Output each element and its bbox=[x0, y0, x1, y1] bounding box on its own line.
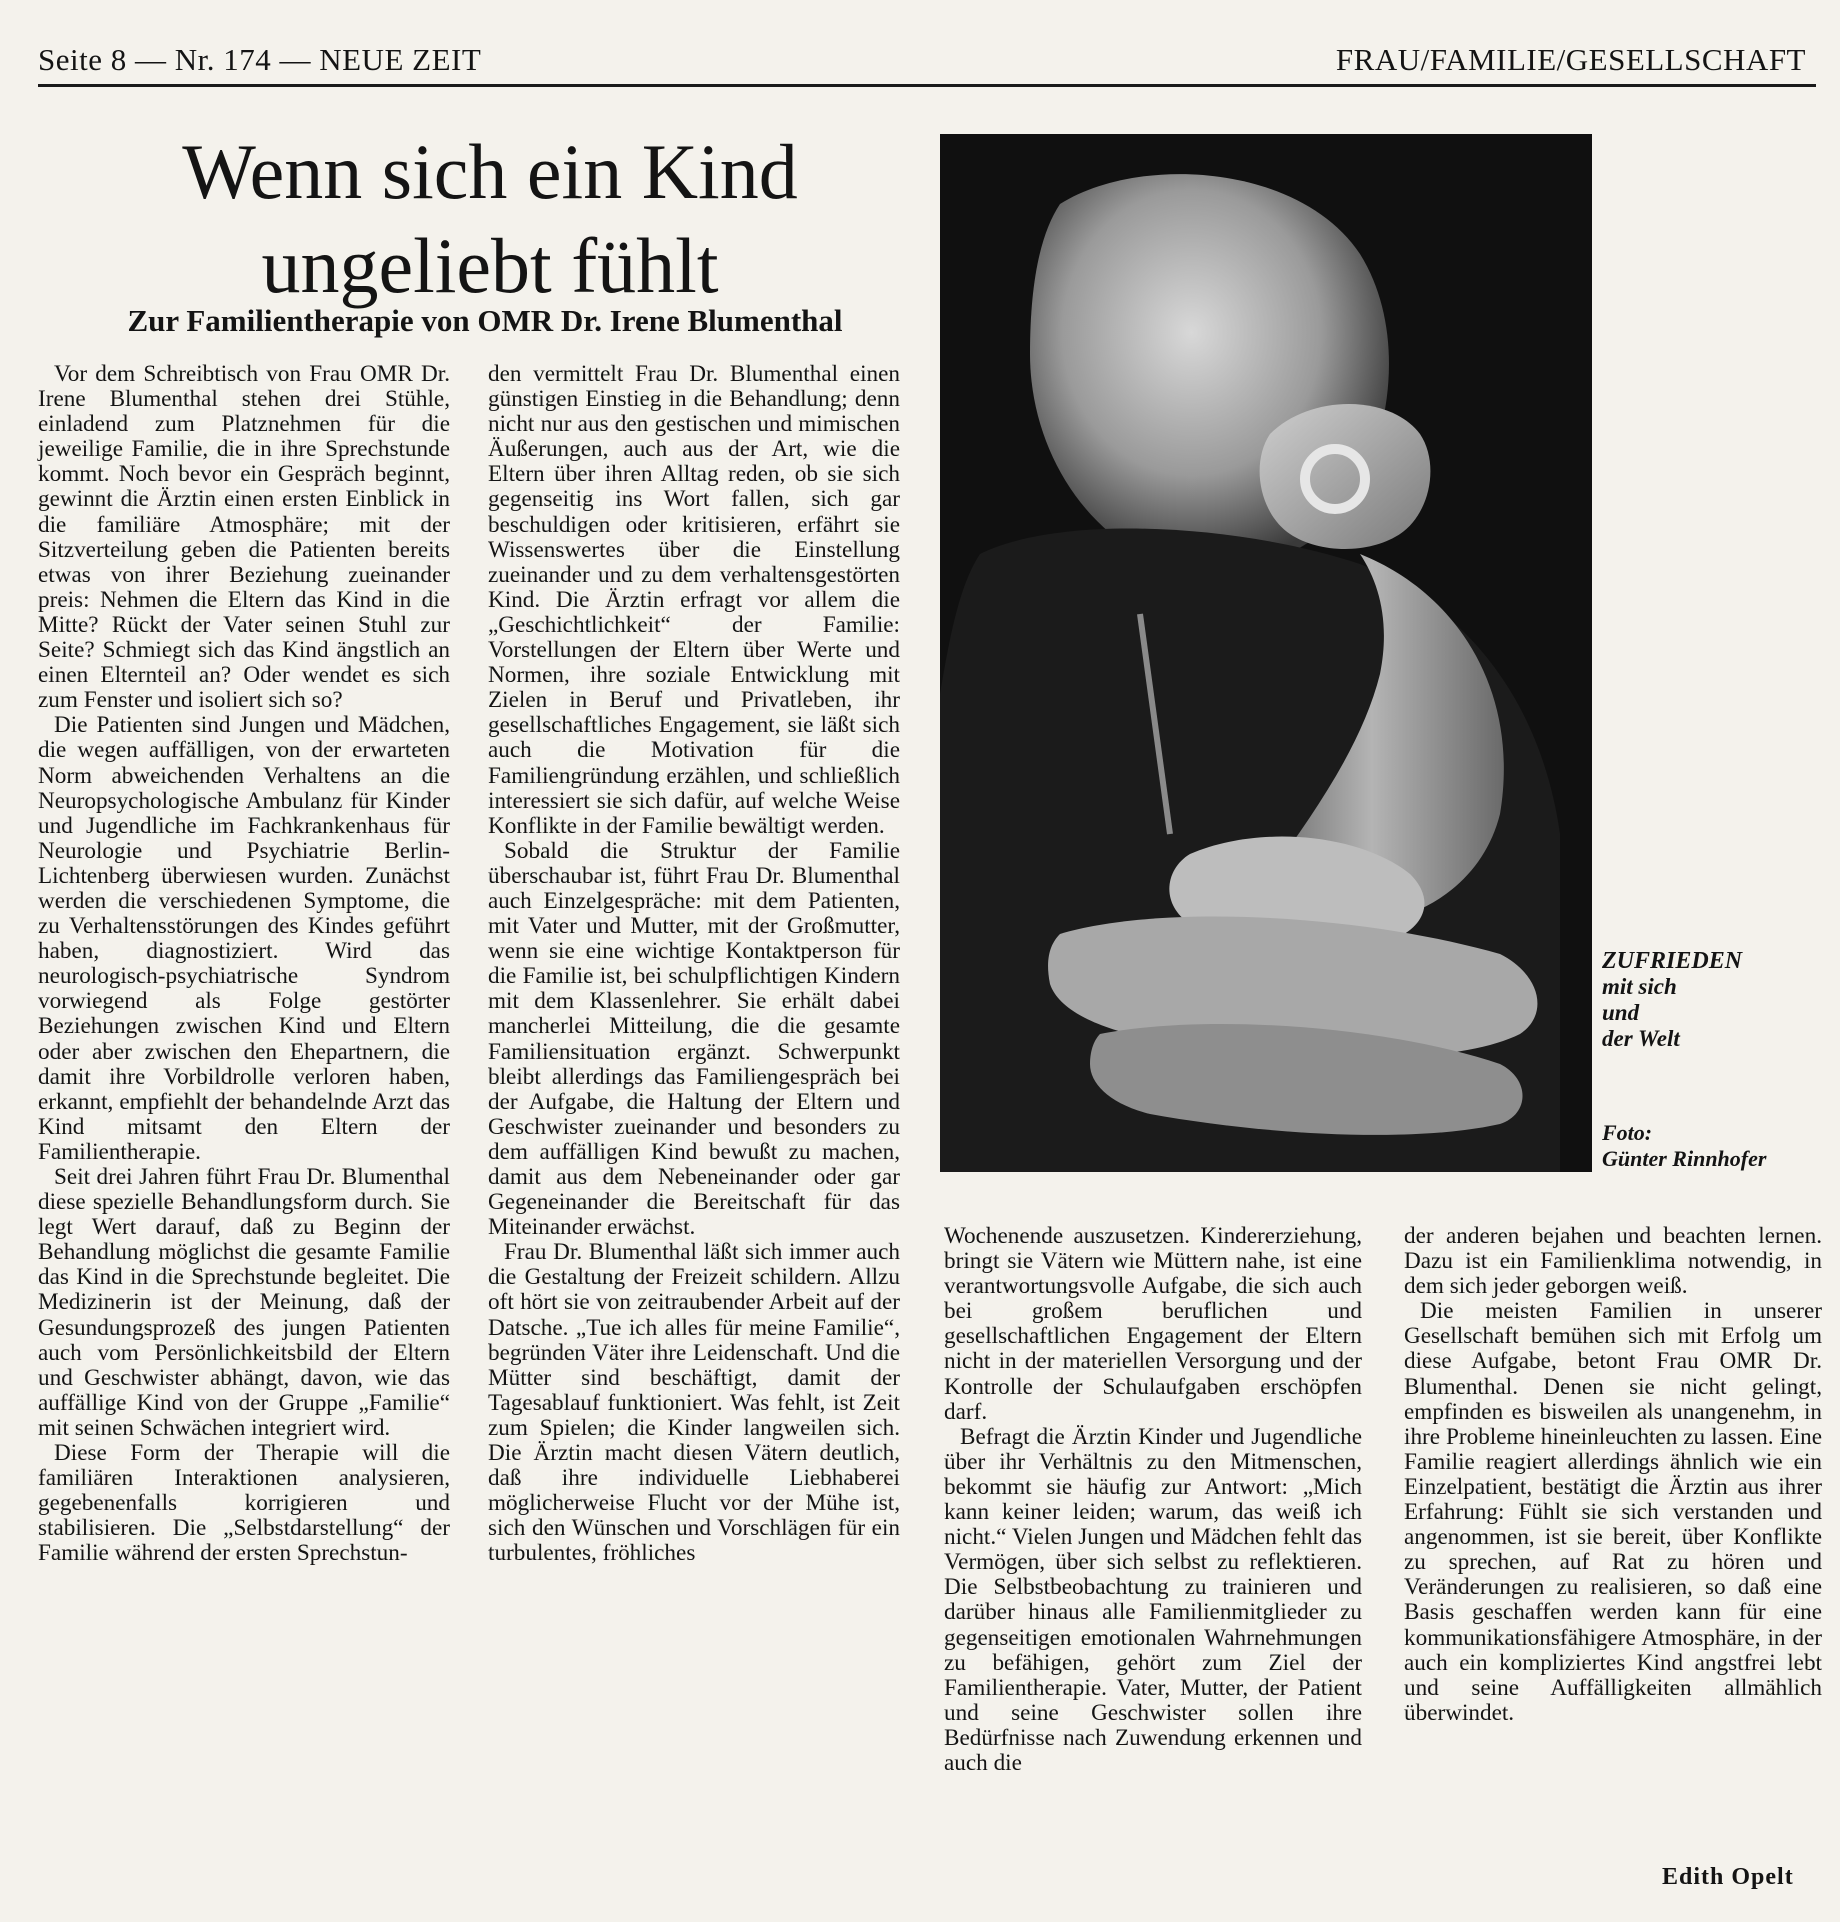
paragraph: Diese Form der Therapie will die familiären Interaktionen analysieren, gegebenenfalls korrigieren und stabilisieren. Die „Selbstdarstellung“ der Familie während der ersten Sprechstun- bbox=[38, 1440, 450, 1567]
paragraph: Seit drei Jahren führt Frau Dr. Blumenthal diese spezielle Behandlungsform durch. Sie legt Wert darauf, daß zu Beginn der Behandlung möglichst die gesamte Familie das Kind in die Sprechstunde begleitet. Die Medizinerin ist der Meinung, daß der Gesundungsprozeß des jungen Patienten auch vom Persönlichkeitsbild der Eltern und Geschwister abhängt, davon, wie das auffällige Kind von der Gruppe „Familie“ mit seinen Schwächen integriert wird. bbox=[38, 1164, 450, 1441]
headline-line-2: ungeliebt fühlt bbox=[261, 222, 719, 309]
paragraph: Sobald die Struktur der Familie überschaubar ist, führt Frau Dr. Blumenthal auch Einzelgespräche: mit dem Patienten, mit Vater und Mutter, mit der Großmutter, wenn sie eine wichtige Kontaktperson für die Familie ist, bei schulpflichtigen Kindern mit dem Klassenlehrer. Sie erhält dabei mancherlei Mitteilung, die die gesamte Familiensituation ergänzt. Schwerpunkt bleibt allerdings das Familiengespräch bei der Aufgabe, die Haltung der Eltern und Geschwister zueinander und besonders zu dem auffälligen Kind bewußt zu machen, damit aus dem Nebeneinander oder gar Gegeneinander die Bereitschaft für das Miteinander erwächst. bbox=[488, 837, 900, 1241]
article-subheadline: Zur Familientherapie von OMR Dr. Irene Blumenthal bbox=[127, 303, 843, 338]
author-byline: Edith Opelt bbox=[1662, 1864, 1794, 1890]
section-title: FRAU/FAMILIE/GESELLSCHAFT bbox=[1335, 42, 1806, 77]
credit-name: Günter Rinnhofer bbox=[1602, 1146, 1767, 1171]
caption-line: ZUFRIEDEN bbox=[1602, 948, 1743, 974]
photo-child-hands-icon bbox=[940, 134, 1592, 1172]
text-column-4 bbox=[1404, 1224, 1822, 1726]
paragraph: Befragt die Ärztin Kinder und Jugendliche über ihr Verhältnis zu den Mitmenschen, bekommt sie häufig zur Antwort: „Mich kann keiner leiden; warum, das weiß ich nicht.“ Vielen Jungen und Mädchen fehlt das Vermögen, über sich selbst zu reflektieren. Die Selbstbeobachtung zu trainieren und darüber hinaus alle Familienmitglieder zu gegenseitigen emotionalen Wahrnehmungen zu befähigen, gehört zum Ziel der Familientherapie. Vater, Mutter, der Patient und seine Geschwister sollen ihre Bedürfnisse nach Zuwendung erkennen und auch die bbox=[944, 1423, 1362, 1776]
photo-caption bbox=[1602, 948, 1812, 1052]
credit-label: Foto: bbox=[1602, 1120, 1653, 1145]
paragraph: der anderen bejahen und beachten lernen. Dazu ist ein Familienklima notwendig, in dem sich jeder geborgen weiß. bbox=[1404, 1223, 1822, 1300]
article-headline bbox=[40, 125, 940, 313]
paragraph: Die meisten Familien in unserer Gesellschaft bemühen sich mit Erfolg um diese Aufgabe, betont Frau OMR Dr. Blumenthal. Denen sie nicht gelingt, empfinden es bisweilen als unangenehm, in ihre Probleme hineinleuchten zu lassen. Eine Familie reagiert allerdings ähnlich wie ein Einzelpatient, bestätigt die Ärztin aus ihrer Erfahrung: Fühlt sie sich verstanden und angenommen, ist sie bereit, über Konflikte zu sprechen, auf Rat zu hören und Veränderungen zu realisieren, so daß eine Basis geschaffen werden kann für eine kommunikationsfähigere Atmosphäre, in der auch ein kompliziertes Kind angstfrei lebt und seine Auffälligkeiten allmählich überwindet. bbox=[1404, 1298, 1822, 1726]
paragraph: den vermittelt Frau Dr. Blumenthal einen günstigen Einstieg in die Behandlung; denn nicht nur aus den gestischen und mimischen Äußerungen, auch aus der Art, wie die Eltern über ihren Alltag reden, ob sie sich gegenseitig ins Wort fallen, sich gar beschuldigen oder kritisieren, erfährt sie Wissenswertes über die Einstellung zueinander und zu dem verhaltensgestörten Kind. Die Ärztin erfragt vor allem die „Geschichtlichkeit“ der Familie: Vorstellungen der Eltern über Werte und Normen, ihre soziale Entwicklung mit Zielen in Beruf und Privatleben, ihr gesellschaftliches Engagement, sie läßt sich auch die Motivation für die Familiengründung erzählen, und schließlich interessiert sie sich dafür, auf welche Weise Konflikte in der Familie bewältigt werden. bbox=[488, 361, 900, 839]
text-column-3 bbox=[944, 1224, 1362, 1776]
photo-illustration bbox=[940, 134, 1592, 1172]
caption-line: der Welt bbox=[1602, 1026, 1680, 1051]
caption-line: mit sich bbox=[1602, 974, 1677, 999]
headline-line-1: Wenn sich ein Kind bbox=[182, 128, 798, 215]
paragraph: Frau Dr. Blumenthal läßt sich immer auch die Gestaltung der Freizeit schildern. Allzu oft hört sie von zeitraubender Arbeit auf der Datsche. „Tue ich alles für meine Familie“, begründen Väter ihre Leidenschaft. Und die Mütter sind beschäftigt, damit der Tagesablauf funktioniert. Was fehlt, ist Zeit zum Spielen; die Kinder langweilen sich. Die Ärztin macht diesen Vätern deutlich, daß ihre individuelle Liebhaberei möglicherweise Flucht vor der Mühe ist, sich den Wünschen und Vorschlägen für ein turbulentes, fröhliches bbox=[488, 1239, 900, 1567]
text-column-1 bbox=[38, 362, 450, 1567]
caption-line: und bbox=[1602, 1000, 1640, 1025]
page-folio: Seite 8 — Nr. 174 — NEUE ZEIT bbox=[38, 42, 482, 77]
paragraph: Wochenende auszusetzen. Kindererziehung, bringt sie Vätern wie Müttern nahe, ist eine verantwortungsvolle Aufgabe, die sich auch bei großem beruflichen und gesellschaftlichen Engagement der Eltern nicht in der materiellen Versorgung und der Kontrolle der Schulaufgaben erschöpfen darf. bbox=[944, 1223, 1362, 1425]
text-column-2 bbox=[488, 362, 900, 1567]
paragraph: Die Patienten sind Jungen und Mädchen, die wegen auffälligen, von der erwarteten Norm abweichenden Verhaltens an die Neuropsychologische Ambulanz für Kinder und Jugendliche im Fachkrankenhaus für Neurologie und Psychiatrie Berlin-Lichtenberg überwiesen wurden. Zunächst werden die verschiedenen Symptome, die zu Verhaltensstörungen des Kindes geführt haben, diagnostiziert. Wird das neurologisch-psychiatrische Syndrom vorwiegend als Folge gestörter Beziehungen zwischen Kind und Eltern oder aber zwischen den Ehepartnern, die damit ihre Vorbildrolle verloren haben, erkannt, empfiehlt der behandelnde Arzt das Kind mitsamt den Eltern der Familientherapie. bbox=[38, 712, 450, 1165]
photo-credit bbox=[1602, 1120, 1822, 1172]
paragraph: Vor dem Schreibtisch von Frau OMR Dr. Irene Blumenthal stehen drei Stühle, einladend zum Platznehmen für die jeweilige Familie, die in ihre Sprechstunde kommt. Noch bevor ein Gespräch beginnt, gewinnt die Ärztin einen ersten Einblick in die familiäre Atmosphäre; mit der Sitzverteilung geben die Patienten bereits etwas von ihrer Beziehung zueinander preis: Nehmen die Eltern das Kind in die Mitte? Rückt der Vater seinen Stuhl zur Seite? Schmiegt sich das Kind ängstlich an einen Elternteil an? Oder wendet es sich zum Fenster und isoliert sich so? bbox=[38, 361, 450, 714]
page-header bbox=[38, 38, 1816, 87]
